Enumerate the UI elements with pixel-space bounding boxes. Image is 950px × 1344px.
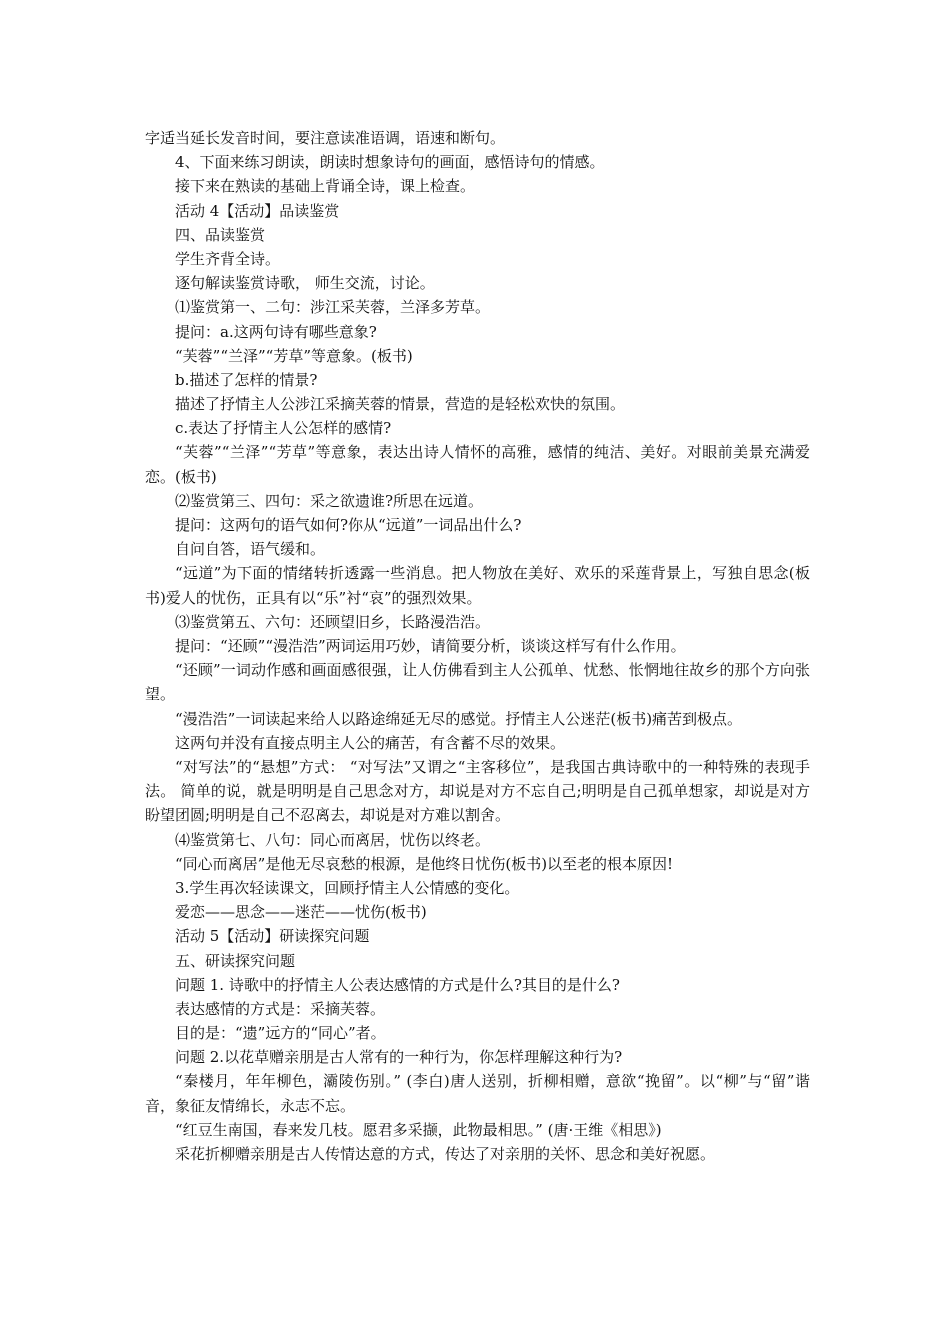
paragraph-line: 提问：a.这两句诗有哪些意象? (175, 322, 377, 341)
paragraph-line: 目的是：“遗”远方的“同心”者。 (175, 1024, 386, 1043)
section-heading: 五、研读探究问题 (175, 951, 296, 970)
paragraph-line: “红豆生南国，春来发几枝。愿君多采撷，此物最相思。” (唐·王维《相思》) (175, 1120, 662, 1139)
paragraph-line: “同心而离居”是他无尽哀愁的根源，是他终日忧伤(板书)以至老的根本原因! (175, 854, 674, 873)
paragraph: “还顾”一词动作感和画面感很强，让人仿佛看到主人公孤单、忧愁、怅惘地往故乡的那个方向张望。 (145, 661, 810, 704)
paragraph-line: b.描述了怎样的情景? (175, 370, 318, 389)
paragraph-line: 逐句解读鉴赏诗歌， 师生交流，讨论。 (175, 274, 435, 293)
section-heading: 活动 4【活动】品读鉴赏 (175, 201, 340, 220)
document-body (145, 126, 810, 1166)
paragraph-line: 爱恋——思念——迷茫——忧伤(板书) (175, 903, 427, 922)
paragraph-line: 字适当延长发音时间，要注意读准语调，语速和断句。 (145, 129, 506, 147)
paragraph-line: 提问：这两句的语气如何?你从“远道”一词品出什么? (175, 516, 522, 535)
paragraph-line: 这两句并没有直接点明主人公的痛苦，有含蓄不尽的效果。 (175, 733, 566, 752)
paragraph-line: 自问自答，语气缓和。 (175, 540, 326, 559)
paragraph-line: 3.学生再次轻读课文，回顾抒情主人公情感的变化。 (175, 878, 520, 897)
paragraph-line: 采花折柳赠亲朋是古人传情达意的方式，传达了对亲朋的关怀、思念和美好祝愿。 (175, 1145, 716, 1164)
paragraph-line: 学生齐背全诗。 (175, 249, 281, 268)
paragraph-line: 问题 2.以花草赠亲朋是古人常有的一种行为，你怎样理解这种行为? (175, 1048, 623, 1067)
paragraph-line: 4、下面来练习朗读，朗读时想象诗句的画面，感悟诗句的情感。 (175, 153, 605, 172)
paragraph-line: 接下来在熟读的基础上背诵全诗，课上检查。 (175, 177, 476, 196)
paragraph-line: ⑵鉴赏第三、四句：采之欲遗谁?所思在远道。 (175, 491, 484, 510)
paragraph: “漫浩浩”一词读起来给人以路途绵延无尽的感觉。抒情主人公迷茫(板书)痛苦到极点。 (175, 709, 743, 728)
paragraph-line: 问题 1. 诗歌中的抒情主人公表达感情的方式是什么?其目的是什么? (175, 975, 620, 994)
paragraph-line: “芙蓉”“兰泽”“芳草”等意象。(板书) (175, 346, 413, 365)
paragraph-line: 表达感情的方式是：采摘芙蓉。 (175, 999, 386, 1018)
paragraph-line: ⑴鉴赏第一、二句：涉江采芙蓉，兰泽多芳草。 (175, 298, 491, 317)
paragraph: “秦楼月，年年柳色，灞陵伤别。” (李白)唐人送别，折柳相赠，意欲“挽留”。以“柳”与“留”谐音，象征友情绵长，永志不忘。 (145, 1072, 810, 1115)
paragraph-line: ⑷鉴赏第七、八句：同心而离居，忧伤以终老。 (175, 830, 491, 849)
paragraph-line: ⑶鉴赏第五、六句：还顾望旧乡，长路漫浩浩。 (175, 612, 491, 631)
paragraph: “对写法”的“悬想”方式： “对写法”又谓之“主客移位”，是我国古典诗歌中的一种特殊的表现手法。 简单的说，就是明明是自己思念对方，却说是对方不忘自己;明明是自己孤单想家，却说是对方盼望团圆;明明是自己不忍离去，却说是对方难以割舍。 (145, 757, 810, 825)
paragraph-line: 提问：“还顾”“漫浩浩”两词运用巧妙，请简要分析，谈谈这样写有什么作用。 (175, 637, 686, 655)
paragraph: “芙蓉”“兰泽”“芳草”等意象，表达出诗人情怀的高雅，感情的纯洁、美好。对眼前美景充满爱恋。(板书) (145, 443, 810, 486)
paragraph-line: 描述了抒情主人公涉江采摘芙蓉的情景，营造的是轻松欢快的氛围。 (175, 395, 626, 414)
paragraph-line: c.表达了抒情主人公怎样的感情? (175, 419, 392, 438)
section-heading: 四、品读鉴赏 (175, 225, 266, 244)
paragraph: “远道”为下面的情绪转折透露一些消息。把人物放在美好、欢乐的采莲背景上，写独自思念(板书)爱人的忧伤，正具有以“乐”衬“哀”的强烈效果。 (145, 564, 810, 607)
section-heading: 活动 5【活动】研读探究问题 (175, 927, 370, 946)
